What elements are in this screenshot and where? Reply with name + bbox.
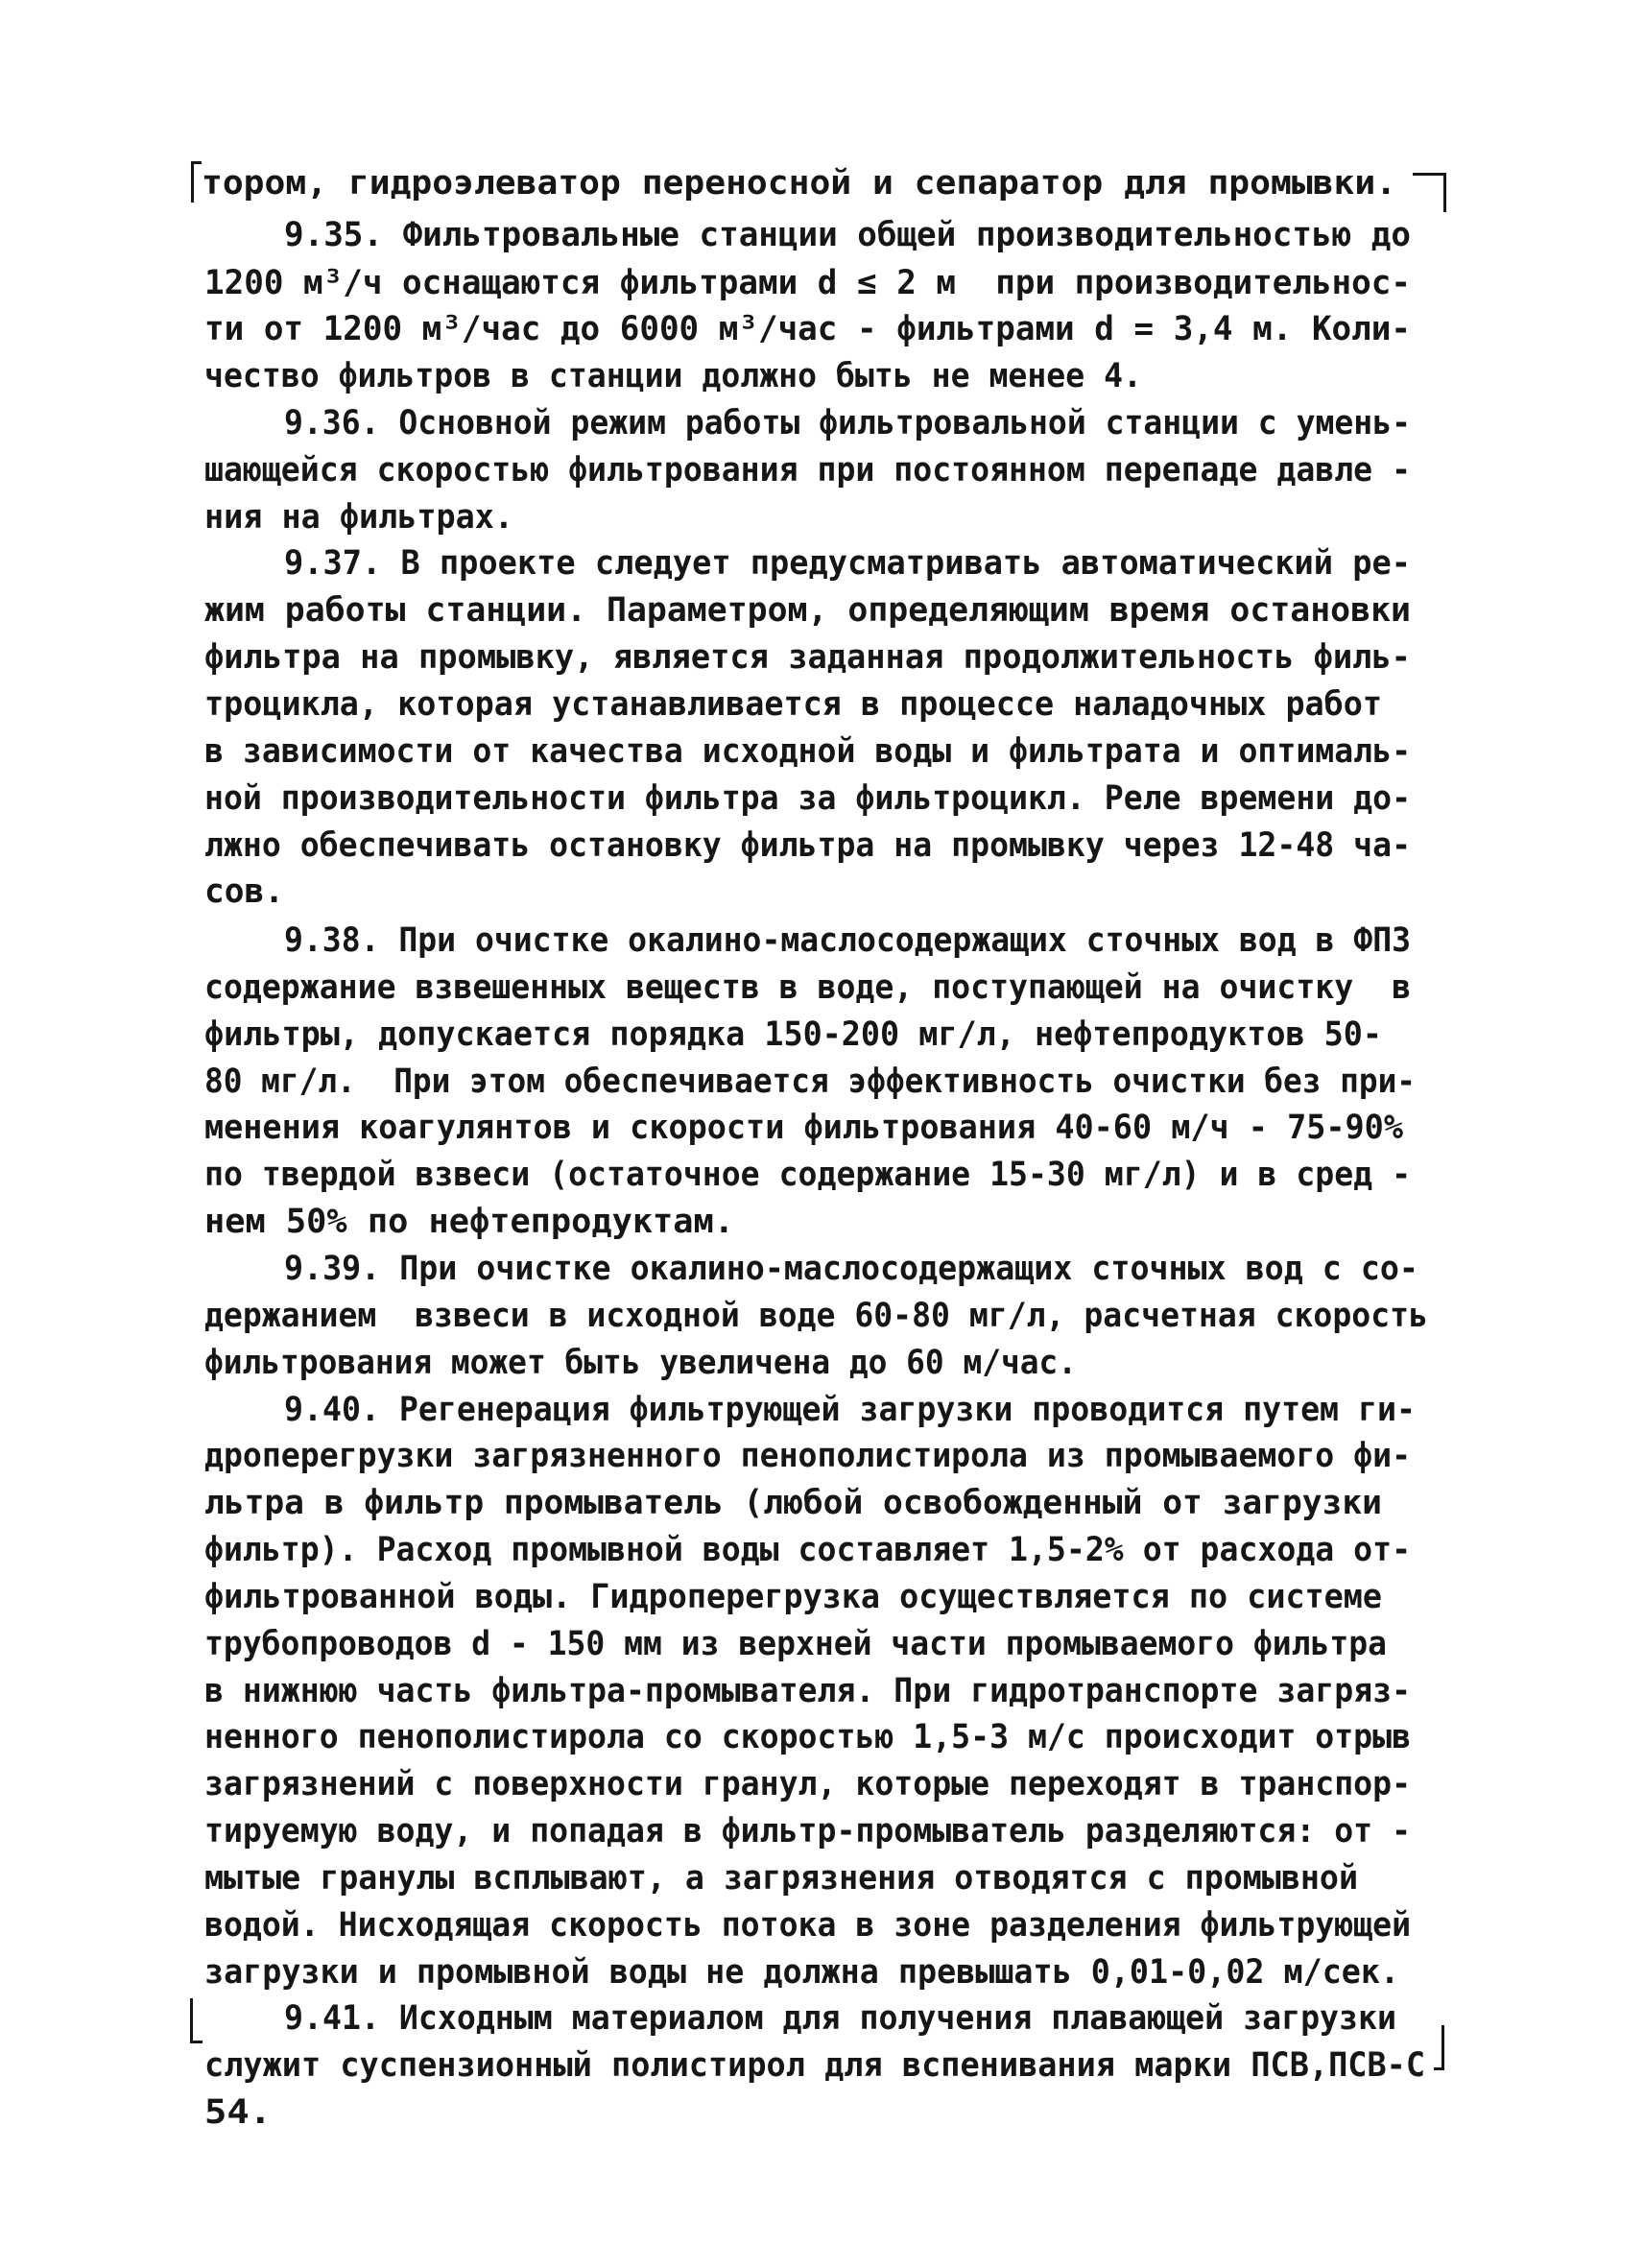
text-line-41: служит суспензионный полистирол для вспенивания марки ПСВ,ПСВ-С: [204, 2046, 1426, 2085]
text-line-15: лжно обеспечивать остановку фильтра на промывку через 12-48 ча-: [204, 826, 1412, 865]
text-line-14: ной производительности фильтра за фильтроцикл. Реле времени до-: [204, 779, 1412, 818]
text-line-24: 9.39. При очистке окалино-маслосодержащих сточных вод с со-: [284, 1250, 1418, 1288]
bottom-left-bracket-mark: [190, 1998, 203, 2043]
text-line-35: загрязнений с поверхности гранул, которые переходят в транспор-: [204, 1765, 1412, 1803]
text-line-18: содержание взвешенных веществ в воде, поступающей на очистку в: [204, 968, 1412, 1007]
top-left-bracket-mark: [191, 161, 202, 203]
text-line-21: менения коагулянтов и скорости фильтрования 40-60 м/ч - 75-90%: [204, 1109, 1403, 1147]
bottom-right-bracket-mark: [1434, 2025, 1444, 2070]
text-line-30: фильтр). Расход промывной воды составляет 1,5-2% от расхода от-: [204, 1531, 1412, 1569]
text-line-13: в зависимости от качества исходной воды и фильтрата и оптималь-: [204, 732, 1412, 771]
text-line-33: в нижнюю часть фильтра-промывателя. При гидротранспорте загряз-: [204, 1672, 1412, 1710]
text-line-8: ния на фильтрах.: [204, 498, 513, 537]
text-line-29: льтра в фильтр промыватель (любой освобожденный от загрузки: [204, 1484, 1382, 1522]
text-line-7: шающейся скоростью фильтрования при постоянном перепаде давле -: [204, 451, 1412, 489]
text-line-6: 9.36. Основной режим работы фильтровальной станции с умень-: [284, 404, 1412, 442]
text-line-40: 9.41. Исходным материалом для получения плавающей загрузки: [284, 1999, 1396, 2038]
text-line-20: 80 мг/л. При этом обеспечивается эффективность очистки без при-: [204, 1062, 1417, 1101]
text-line-10: жим работы станции. Параметром, определяющим время остановки: [204, 591, 1411, 630]
text-line-1: тором, гидроэлеватор переносной и сепаратор для промывки.: [202, 164, 1397, 203]
text-line-19: фильтры, допускается порядка 150-200 мг/л, нефтепродуктов 50-: [204, 1015, 1383, 1054]
text-line-27: 9.40. Регенерация фильтрующей загрузки проводится путем ги-: [284, 1391, 1416, 1429]
text-line-23: нем 50% по нефтепродуктам.: [204, 1203, 734, 1241]
text-line-31: фильтрованной воды. Гидроперегрузка осуществляется по системе: [204, 1578, 1383, 1616]
text-line-9: 9.37. В проекте следует предусматривать автоматический ре-: [284, 544, 1412, 583]
text-line-38: водой. Нисходящая скорость потока в зоне разделения фильтрующей: [204, 1906, 1412, 1945]
text-line-26: фильтрования может быть увеличена до 60 м/час.: [204, 1344, 1078, 1382]
text-line-3: 1200 м³/ч оснащаются фильтрами d ≤ 2 м при производительнос-: [204, 264, 1411, 302]
text-line-28: дроперегрузки загрязненного пенополистирола из промываемого фи-: [204, 1437, 1412, 1475]
text-line-12: троцикла, которая устанавливается в процессе наладочных работ: [204, 685, 1383, 724]
text-line-34: ненного пенополистирола со скоростью 1,5-3 м/с происходит отрыв: [204, 1718, 1412, 1756]
text-line-5: чество фильтров в станции должно быть не менее 4.: [204, 357, 1142, 395]
text-line-17: 9.38. При очистке окалино-маслосодержащих сточных вод в ФПЗ: [284, 921, 1412, 960]
text-line-22: по твердой взвеси (остаточное содержание 15-30 мг/л) и в сред -: [204, 1156, 1412, 1194]
text-line-42: 54.: [204, 2093, 273, 2132]
text-line-39: загрузки и промывной воды не должна превышать 0,01-0,02 м/сек.: [204, 1953, 1400, 1992]
text-line-11: фильтра на промывку, является заданная продолжительность филь-: [204, 638, 1411, 677]
text-line-32: трубопроводов d - 150 мм из верхней части промываемого фильтра: [204, 1625, 1387, 1663]
text-line-25: держанием взвеси в исходной воде 60-80 мг/л, расчетная скорость: [204, 1297, 1428, 1335]
text-line-16: сов.: [204, 872, 284, 911]
text-line-2: 9.35. Фильтровальные станции общей производительностью до: [284, 216, 1411, 254]
top-right-bracket-mark: [1413, 173, 1446, 212]
text-line-37: мытые гранулы всплывают, а загрязнения отводятся с промывной: [204, 1859, 1358, 1898]
text-line-36: тируемую воду, и попадая в фильтр-промыватель разделяются: от -: [204, 1812, 1412, 1850]
text-line-4: ти от 1200 м³/час до 6000 м³/час - фильтрами d = 3,4 м. Коли-: [204, 310, 1411, 348]
